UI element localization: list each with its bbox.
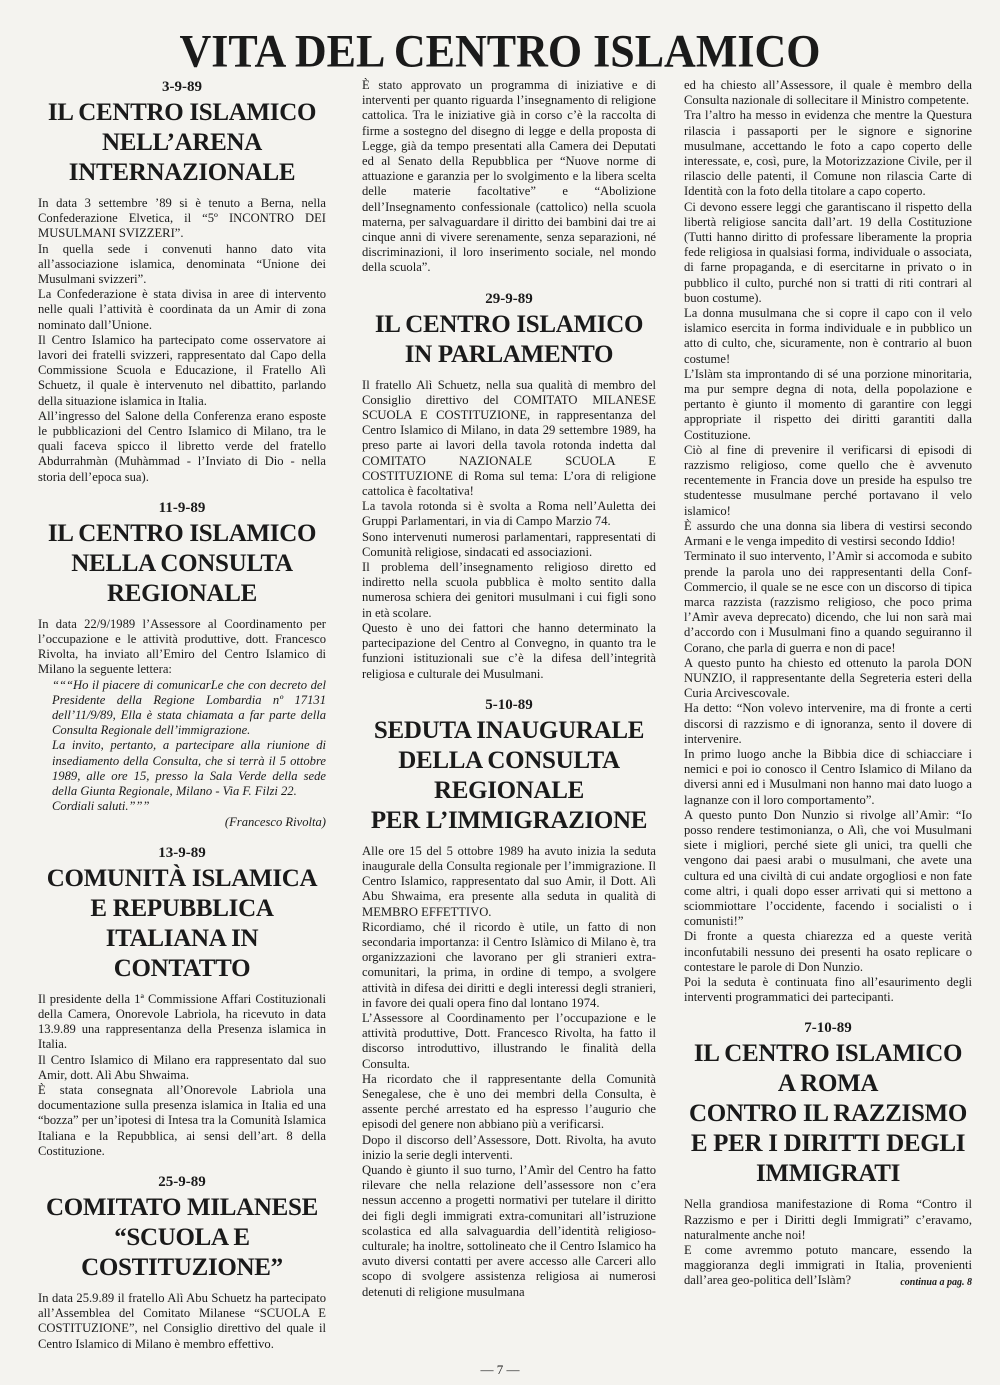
article-paragraph: Ha detto: “Non volevo intervenire, ma di fronte a certi discorsi di razzismo e di ignoranza, sento il dovere di intervenire. (684, 701, 972, 746)
article-paragraph: Ci devono essere leggi che garantiscano il rispetto della libertà religiose sancita dall’art. 19 della Costituzione (Tutti hanno diritto di professare liberamente la propria fede religiosa in qualsiasi forma, individuale o associata, di farne propaganda, e di esercitarne in privato o in pubblico il culto, purché non si tratti di riti contrari al buon costume). (684, 199, 972, 305)
article-consulta-regionale (38, 499, 326, 830)
article-headline (38, 98, 326, 188)
headline-line: IL CENTRO ISLAMICO (47, 99, 317, 126)
article-date: 13-9-89 (158, 844, 206, 861)
article-paragraph: Terminato il suo intervento, l’Amìr si accomoda e subito prende la parola uno dei rappresentanti della Conf-Commercio, il quale se ne esce con un discorso di tipica marca razzista (razzismo religioso, che poco prima l’Amìr aveva deprecato) dicendo, che lui non sarà mai d’accordo con i Musulmani fino a quando seguiranno il Corano, che parla di guerra e non di pace! (684, 549, 972, 655)
headline-line: COMUNITÀ ISLAMICA (46, 864, 318, 892)
article-paragraph: Poi la seduta è continuata fino all’esaurimento degli interventi programmatici dei partecipanti. (684, 974, 972, 1005)
letter-paragraph: La invito, pertanto, a partecipare alla riunione di insediamento della Consulta, che si terrà il 5 ottobre 1989, alle ore 15, presso la Sala Verde della sede della Giunta Regionale, Milano - Via F. Filzi 22. (52, 738, 326, 799)
headline-line: INTERNAZIONALE (68, 159, 296, 186)
article-paragraph: Ha ricordato che il rappresentante della Comunità Senegalese, che è uno dei membri della Consulta, è assente perché arrestato ed ha espresso l’augurio che episodi del genere non abbiano più a verificarsi. (362, 1071, 656, 1132)
headline-line: CONTRO IL RAZZISMO (689, 1100, 967, 1128)
headline-line: IL CENTRO ISLAMICO (47, 519, 317, 547)
article-comitato-milanese-continued (362, 78, 656, 276)
headline-line: IL CENTRO ISLAMICO (693, 1040, 963, 1068)
headline-line: IN PARLAMENTO (404, 340, 614, 368)
article-paragraph: In data 3 settembre ’89 si è tenuto a Berna, nella Confederazione Elvetica, il “5º INCONTRO DEI MUSULMANI SVIZZERI”. (38, 196, 326, 241)
article-paragraph: È assurdo che una donna sia libera di vestirsi secondo Armani e le venga impedito di vestirsi secondo Iddio! (684, 518, 972, 549)
article-paragraph: ed ha chiesto all’Assessore, il quale è membro della Consulta nazionale di sollecitare il Ministro competente. (684, 78, 972, 108)
article-paragraph: Tra l’altro ha messo in evidenza che mentre la Questura rilascia i passaporti per le signore e signorine musulmane, accettando le foto a capo coperto delle interessate, e, così, pure, la Motorizzazione Civile, per il rilascio delle patenti, il Comune non rilascia Carte di Identità con la foto della titolare a capo coperto. (684, 108, 972, 199)
article-paragraph: Nella grandiosa manifestazione di Roma “Contro il Razzismo e per i Diritti degli Immigrati” c’eravamo, naturalmente anche noi! (684, 1197, 972, 1242)
article-paragraph: È stato approvato un programma di iniziative e di interventi per quanto riguarda l’insegnamento di religione cattolica. Tra le iniziative già in corso c’è la raccolta di firme a sostegno del disegno di legge e della proposta di Legge, già da tempo presentati alla Camera dei Deputati ed al Senato della Repubblica per “Nuove norme di attuazione e garanzia per lo svolgimento e la libera scelta delle materie facoltative” e “Abolizione dell’Insegnamento confessionale (cattolico) nella scuola materna, per salvaguardare il diritto dei bambini dai tre ai cinque anni di vivere serenamente, senza separazioni, né discriminazioni, il loro inserimento sociale, nel mondo della scuola”. (362, 78, 656, 275)
article-comitato-milanese (38, 1173, 326, 1352)
article-date: 7-10-89 (804, 1020, 852, 1037)
article-paragraph: La tavola rotonda si è svolta a Roma nell’Auletta dei Gruppi Parlamentari, in via di Campo Marzio 74. (362, 499, 656, 529)
headline-line: IL CENTRO ISLAMICO (374, 310, 644, 338)
article-paragraph: E come avremmo potuto mancare, essendo la maggioranza degli immigrati in Italia, provenienti dall’area geo-politica dell’Islàm? (684, 1243, 972, 1288)
article-headline (684, 1039, 972, 1189)
article-paragraph: A questo punto Don Nunzio si rivolge all’Amìr: “Io posso rendere testimonianza, o Alì, che voi Musulmani siete i migliori, perché siete gli unici, tra quelli che vengono dai paesi arabi o musulmani, che avete una cultura ed una civiltà di cui andate orgogliosi e non fate come altri, i quali dopo esser arrivati qui si mettono a sciommiottare l’occidente, facendo i socialisti o i comunisti!” (684, 807, 972, 929)
letter-paragraph: Cordiali saluti.””” (52, 799, 150, 814)
article-paragraph: La donna musulmana che si copre il capo con il velo islamico esercita in forma individuale e in pubblico un atto di culto, che, sicuramente, non è contrario al buon costume! (684, 306, 972, 366)
headline-line: SEDUTA INAUGURALE (373, 716, 645, 744)
article-paragraph: Il Centro Islamico di Milano era rappresentato dal suo Amir, dott. Alì Abu Shwaima. (38, 1052, 326, 1082)
article-paragraph: In quella sede i convenuti hanno dato vita all’associazione islamica, denominata “Unione dei Musulmani svizzeri”. (38, 241, 326, 287)
article-paragraph: Il problema dell’insegnamento religioso diretto ed indiretto nella scuola pubblica è molto sentito dalla numerosa schiera dei genitori musulmani i cui figli sono in età scolare. (362, 560, 656, 620)
article-headline (38, 1193, 326, 1283)
headline-line: COSTITUZIONE” (81, 1253, 283, 1281)
headline-line: A ROMA (777, 1070, 879, 1098)
headline-line: PER L’IMMIGRAZIONE (370, 806, 648, 834)
headline-line: REGIONALE (106, 579, 258, 607)
article-paragraph: L’Assessore al Coordinamento per l’occupazione e le attività produttive, Dott. Francesco Rivolta, ha fatto il discorso introduttivo, illustrando le finalità della Consulta. (362, 1010, 656, 1071)
article-paragraph: Alle ore 15 del 5 ottobre 1989 ha avuto inizia la seduta inaugurale della Consulta regionale per l’immigrazione. Il Centro Islamico, rappresentato dal suo Amir, il Dott. Alì Abu Shwaima, era presente alla seduta in qualità di MEMBRO EFFETTIVO. (362, 843, 656, 919)
article-paragraph: Questo è uno dei fattori che hanno determinato la partecipazione del Centro al Convegno, in quanto tra le funzioni istituzionali sue c’è la difesa dell’integrità religiosa e culturale dei Musulmani. (362, 620, 656, 681)
article-date: 3-9-89 (162, 79, 202, 95)
article-paragraph: Il fratello Alì Schuetz, nella sua qualità di membro del Consiglio direttivo del COMITATO MILANESE SCUOLA E COSTITUZIONE, in rappresentanza del Centro Islamico di Milano, in data 29 settembre 1989, ha preso parte ai lavori della tavola rotonda indetta dal COMITATO NAZIONALE SCUOLA E COSTITUZIONE di Roma sul tema: L’ora di religione cattolica è facoltativa! (362, 377, 656, 499)
headline-line: DELLA CONSULTA (398, 746, 620, 774)
column-right (684, 78, 972, 1290)
letter-paragraph: “““Ho il piacere di comunicarLe che con decreto del Presidente della Regione Lombardia nº 17131 dell’11/9/89, Ella è stata chiamata a far parte della Consulta Regionale dell’immigrazione. (52, 677, 326, 738)
headline-line: REGIONALE (433, 776, 585, 804)
article-headline (38, 519, 326, 609)
article-paragraph: Di fronte a questa chiarezza ed a queste verità inconfutabili nessuno dei presenti ha osato replicare o contestare le parole di Don Nunzio. (684, 929, 972, 974)
article-date: 25-9-89 (158, 1173, 206, 1190)
headline-line: IMMIGRATI (755, 1160, 901, 1188)
headline-line: ITALIANA IN CONTATTO (105, 924, 259, 982)
article-paragraph: È stata consegnata all’Onorevole Labriola una documentazione sulla presenza islamica in Italia ed una “bozza” per un’ipotesi di Intesa tra la Comunità Islamica Italiana e la Repubblica, ai sensi dell’art. 8 della Costituzione. (38, 1082, 326, 1158)
headline-line: E REPUBBLICA (90, 894, 274, 922)
article-headline (38, 864, 326, 984)
headline-line: COMITATO MILANESE (45, 1193, 319, 1221)
article-headline (362, 310, 656, 370)
article-comunita-islamica-repubblica (38, 844, 326, 1159)
headline-line: NELL’ARENA (101, 129, 262, 156)
article-paragraph: Sono intervenuti numerosi parlamentari, rappresentati di Comunità religiose, sindacati ed associazioni. (362, 529, 656, 559)
headline-line: “SCUOLA E (114, 1223, 250, 1251)
headline-line: E PER I DIRITTI DEGLI (690, 1130, 966, 1158)
article-paragraph: All’ingresso del Salone della Conferenza erano esposte le pubblicazioni del Centro Islamico di Milano, tra le quali faceva spicco il libretto verde del fratello Abdurrahmàn (Muhàmmad - l’Inviato di Dio - nella storia dell’epoca sua). (38, 408, 326, 484)
page-number: — 7 — (480, 1362, 520, 1377)
article-date: 5-10-89 (485, 696, 533, 713)
article-paragraph: A questo punto ha chiesto ed ottenuto la parola DON NUNZIO, il rappresentante della Segreteria esteri della Curia Arcivescovale. (684, 655, 972, 701)
article-centro-islamico-arena-internazionale (38, 78, 326, 485)
article-paragraph: Il presidente della 1ª Commissione Affari Costituzionali della Camera, Onorevole Labriola, ha ricevuto in data 13.9.89 una rappresentanza della Presenza islamica in Italia. (38, 991, 326, 1052)
headline-line: NELLA CONSULTA (71, 549, 293, 577)
article-paragraph: Quando è giunto il suo turno, l’Amìr del Centro ha fatto rilevare che nella relazione dell’assessore non c’era nessun accenno a progetti normativi per tutelare il diritto dei figli degli immigrati extra-comunitari all’istruzione scolastica ed alla salvaguardia dell’identità religioso-culturale; ha inoltre, sottolineato che il Centro Islamico ha avuto diversi contatti per avere accesso alle Carceri allo scopo di svolgere assistenza religiosa ai numerosi detenuti di religione musulmana (362, 1162, 656, 1299)
article-centro-islamico-parlamento (362, 290, 656, 682)
article-paragraph: Ricordiamo, ché il ricordo è utile, un fatto di non secondaria importanza: il Centro Islàmico di Milano è, tra organizzazioni che lavorano per gli stranieri extra-comunitari, la prima, in ordine di tempo, a svolgere attività in difesa dei diritti e degli interessi degli stranieri, in favore dei quali opera fino dal lontano 1974. (362, 919, 656, 1010)
article-paragraph: L’Islàm sta improntando di sé una porzione minoritaria, ma pur sempre degna di nota, della popolazione e pertanto è giunto il momento di garantire con leggi appropriate il rispetto dei diritti garantiti dalla Costituzione. (684, 366, 972, 442)
article-paragraph: In data 22/9/1989 l’Assessore al Coordinamento per l’occupazione e le attività produttive, dott. Francesco Rivolta, ha inviato all’Emiro del Centro Islamico di Milano la seguente lettera: (38, 616, 326, 677)
article-paragraph: Ciò al fine di prevenire il verificarsi di episodi di razzismo religioso, come quello che è avvenuto recentemente in Francia dove un preside ha espulso tre studentesse musulmane perché portavano il velo islamico! (684, 442, 972, 518)
column-middle (362, 78, 656, 1300)
article-paragraph: La Confederazione è stata divisa in aree di intervento nelle quali l’attività è coordinata da un Amir di zona nominato dall’Unione. (38, 287, 326, 332)
article-seduta-inaugurale (362, 696, 656, 1300)
article-date: 29-9-89 (485, 290, 533, 307)
article-seduta-inaugurale-continued (684, 78, 972, 1005)
article-paragraph: Il Centro Islamico ha partecipato come osservatore ai lavori dei fratelli svizzeri, rappresentato dal Capo della Commissione Scuola e Educazione, il Fratello Alì Schuetz, il quale è intervenuto nel dibattito, parlando della situazione islamica in Italia. (38, 332, 326, 408)
article-centro-islamico-roma (684, 1019, 972, 1289)
article-paragraph: In primo luogo anche la Bibbia dice di schiacciare i nemici e poi io conosco il Centro Islamico di Milano da diversi anni ed i Musulmani non hanno mai dato luogo a lagnanze con il loro comportamento”. (684, 746, 972, 807)
continued-on-page-note: continua a pag. 8 (900, 1276, 972, 1288)
column-left (38, 78, 326, 1352)
letter-signature: (Francesco Rivolta) (224, 814, 326, 829)
article-date: 11-9-89 (158, 499, 206, 516)
masthead-title: VITA DEL CENTRO ISLAMICO (179, 25, 821, 78)
article-paragraph: In data 25.9.89 il fratello Alì Abu Schuetz ha partecipato all’Assemblea del Comitato Milanese “SCUOLA E COSTITUZIONE”, nel Consiglio direttivo del quale il Centro Islamico di Milano è membro effettivo. (38, 1290, 326, 1351)
article-paragraph: Dopo il discorso dell’Assessore, Dott. Rivolta, ha avuto inizio la serie degli interventi. (362, 1132, 656, 1162)
article-headline (362, 716, 656, 836)
